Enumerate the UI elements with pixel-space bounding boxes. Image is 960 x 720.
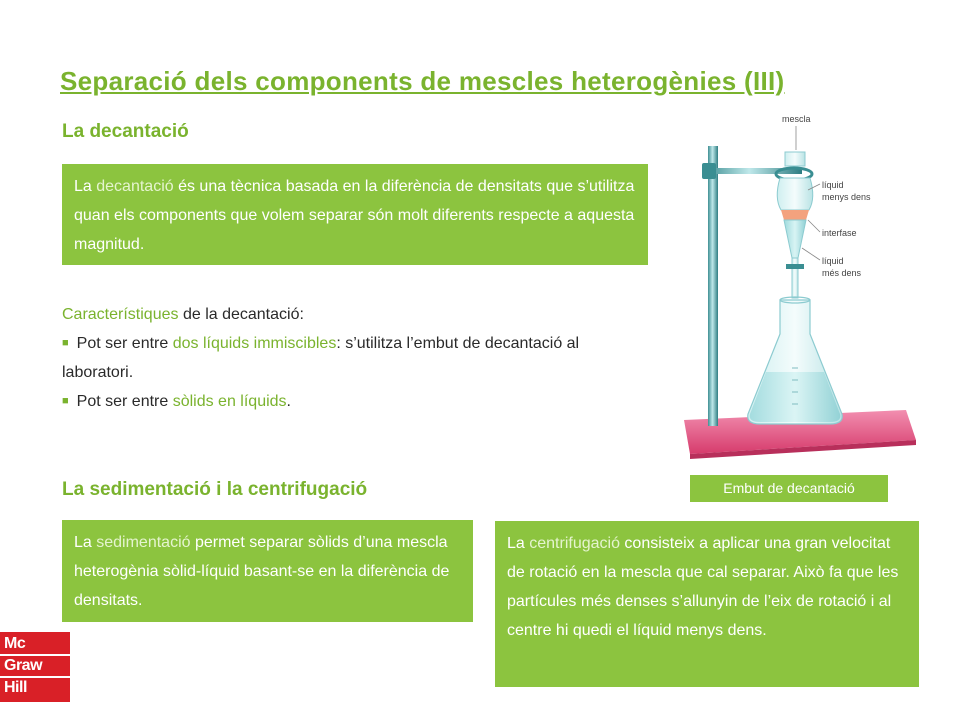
sedimentation-definition-box <box>62 520 473 622</box>
bullet-text: . <box>286 393 291 410</box>
funnel-stopper <box>785 152 805 166</box>
label-liquid-light: líquid <box>822 180 844 190</box>
bullet-term: dos líquids immiscibles <box>172 335 337 352</box>
characteristics-list <box>62 300 622 416</box>
bullet-term: sòlids en líquids <box>172 393 287 410</box>
light-liquid-layer <box>781 210 809 220</box>
mcgraw-hill-logo <box>0 632 70 702</box>
decantation-term: decantació <box>96 178 174 195</box>
bullet-text: Pot ser entre <box>76 393 173 410</box>
label-liquid-dense-2: més dens <box>822 268 862 278</box>
decantation-text-start: La <box>74 178 97 195</box>
decantation-text-rest: és una tècnica basada en la diferència de densitats que s’utilitza quan els components que volem separar són molt diferents respecte a aquesta magnitud. <box>74 178 635 253</box>
centrifugation-text-rest: consisteix a aplicar una gran velocitat de rotació en la mescla que cal separar. Això fa que les partícules més denses s’allunyin de l’eix de rotació i al centre hi quedi el líquid menys dens. <box>507 535 899 639</box>
characteristics-label: Característiques <box>62 306 179 323</box>
clamp-boss <box>702 163 716 179</box>
sedimentation-term: sedimentació <box>96 534 191 551</box>
label-liquid-light-2: menys dens <box>822 192 871 202</box>
bullet-text: : s’utilitza l’embut de decantació al laboratori. <box>62 335 580 381</box>
funnel-stopcock <box>786 264 804 269</box>
square-bullet-icon: ■ <box>62 395 69 407</box>
label-interface: interfase <box>822 228 857 238</box>
section-heading-sedimentation: La sedimentació i la centrifugació <box>62 479 368 500</box>
separatory-funnel-illustration <box>670 108 930 470</box>
funnel-top <box>777 178 813 210</box>
figure-caption: Embut de decantació <box>690 475 888 502</box>
section-heading-decantation: La decantació <box>62 121 189 142</box>
sedimentation-text-rest: permet separar sòlids d’una mescla heterogènia sòlid-líquid basant-se en la diferència de densitats. <box>74 534 450 609</box>
logo-word: Hill <box>4 679 27 696</box>
logo-word: Graw <box>4 657 43 674</box>
logo-word: Mc <box>4 635 26 652</box>
centrifugation-text-start: La <box>507 535 530 552</box>
characteristics-heading <box>62 300 622 329</box>
dense-liquid-layer <box>784 220 806 258</box>
label-liquid-dense: líquid <box>822 256 844 266</box>
stand-rod <box>708 146 718 426</box>
characteristic-item <box>62 329 622 387</box>
centrifugation-term: centrifugació <box>529 535 620 552</box>
characteristics-label-rest: de la decantació: <box>178 306 304 323</box>
label-mescla: mescla <box>782 114 811 124</box>
page-title: Separació dels components de mescles heterogènies (III) <box>60 66 785 96</box>
bullet-text: Pot ser entre <box>76 335 173 352</box>
sedimentation-text-start: La <box>74 534 97 551</box>
square-bullet-icon: ■ <box>62 337 69 349</box>
centrifugation-definition-box <box>495 521 919 687</box>
decantation-definition-box <box>62 164 648 265</box>
characteristic-item <box>62 387 622 416</box>
